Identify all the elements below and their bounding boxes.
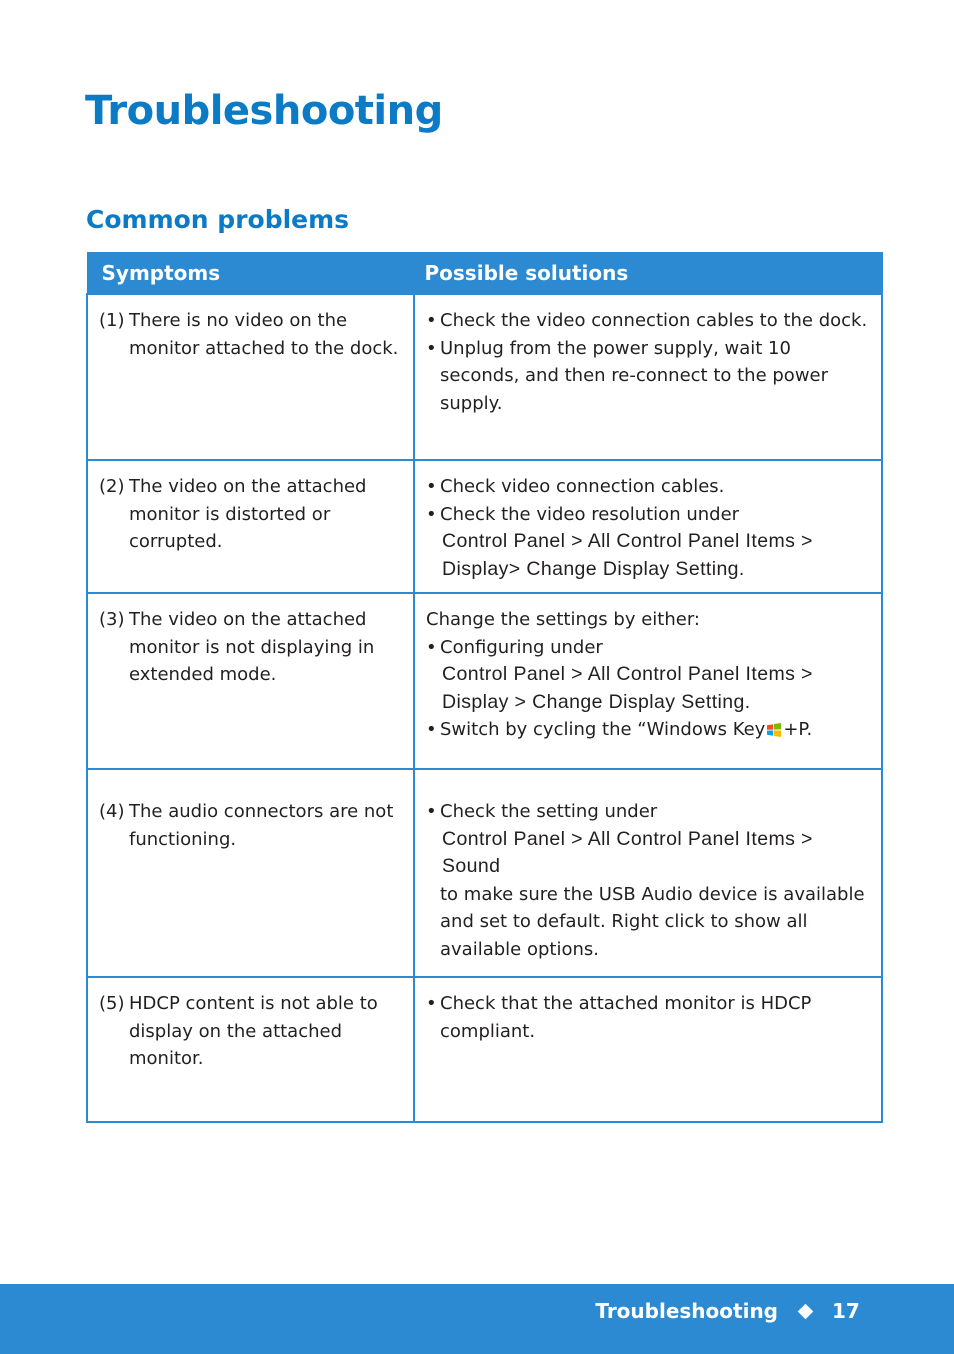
symptom-cell	[87, 977, 414, 1122]
table-row	[87, 593, 882, 769]
solution-text: to make sure the USB Audio device is available and set to default. Right click to show all available options.	[440, 883, 865, 960]
solution-cell	[414, 460, 882, 593]
bullet-icon: •	[426, 636, 437, 658]
bullet-icon: •	[426, 503, 437, 525]
list-item	[426, 473, 873, 501]
solution-text-part: +P.	[783, 719, 813, 740]
bullet-icon: •	[426, 801, 437, 822]
symptom-number: (5)	[99, 993, 125, 1014]
solution-text: Check video connection cables.	[440, 476, 725, 497]
symptom-number: (1)	[99, 310, 125, 331]
list-item	[426, 501, 873, 584]
solution-text	[440, 716, 873, 744]
solution-text: Check that the attached monitor is HDCP compliant.	[440, 993, 812, 1042]
settings-path: Control Panel > All Control Panel Items > Display > Change Display Setting.	[442, 663, 813, 713]
bullet-icon: •	[426, 719, 437, 740]
solution-cell	[414, 977, 882, 1122]
symptom-number: (3)	[99, 609, 125, 630]
solution-cell	[414, 593, 882, 769]
solution-text: Check the setting under	[440, 801, 658, 822]
symptom-text: The audio connectors are not functioning.	[129, 801, 394, 850]
list-item	[426, 634, 873, 717]
symptom-cell	[87, 460, 414, 593]
symptom-cell	[87, 769, 414, 977]
table-header-row	[87, 253, 882, 295]
solution-intro: Change the settings by either:	[426, 609, 700, 630]
solution-text: Configuring under	[440, 636, 603, 658]
symptom-text: HDCP content is not able to display on the attached monitor.	[129, 993, 378, 1069]
header-possible-solutions: Possible solutions	[414, 253, 882, 295]
list-item	[426, 307, 873, 335]
windows-logo-icon	[766, 723, 782, 737]
list-item	[426, 716, 873, 744]
solution-text-part: Switch by cycling the “Windows Key	[440, 719, 766, 740]
settings-path: Control Panel > All Control Panel Items > Display> Change Display Setting.	[442, 530, 813, 580]
bullet-icon: •	[426, 993, 437, 1014]
symptom-text: The video on the attached monitor is not displaying in extended mode.	[129, 609, 375, 685]
header-symptoms: Symptoms	[87, 253, 414, 295]
solution-text: Check the video connection cables to the dock.	[440, 310, 868, 331]
symptom-number: (4)	[99, 801, 125, 822]
settings-path: Control Panel > All Control Panel Items > Sound	[442, 827, 813, 877]
diamond-separator-icon	[798, 1304, 814, 1320]
bullet-icon: •	[426, 310, 437, 331]
symptom-number: (2)	[99, 476, 125, 497]
bullet-icon: •	[426, 476, 437, 497]
solution-text: Unplug from the power supply, wait 10 seconds, and then re-connect to the power supply.	[440, 337, 829, 414]
page-number: 17	[832, 1299, 860, 1323]
page-title: Troubleshooting	[85, 88, 443, 134]
solution-cell	[414, 769, 882, 977]
solution-cell	[414, 294, 882, 460]
footer-section-label: Troubleshooting	[595, 1299, 778, 1323]
symptom-cell	[87, 294, 414, 460]
symptom-text: There is no video on the monitor attached to the dock.	[129, 310, 399, 359]
symptom-cell	[87, 593, 414, 769]
page-footer	[0, 1284, 954, 1354]
table-row	[87, 460, 882, 593]
table-row	[87, 977, 882, 1122]
list-item	[426, 798, 873, 963]
table-row	[87, 294, 882, 460]
list-item	[426, 335, 873, 418]
solution-text: Check the video resolution under	[440, 503, 740, 525]
bullet-icon: •	[426, 337, 437, 359]
table-row	[87, 769, 882, 977]
symptom-text: The video on the attached monitor is distorted or corrupted.	[129, 476, 367, 552]
section-title: Common problems	[86, 205, 350, 234]
common-problems-table	[86, 252, 883, 1123]
list-item	[426, 990, 873, 1045]
